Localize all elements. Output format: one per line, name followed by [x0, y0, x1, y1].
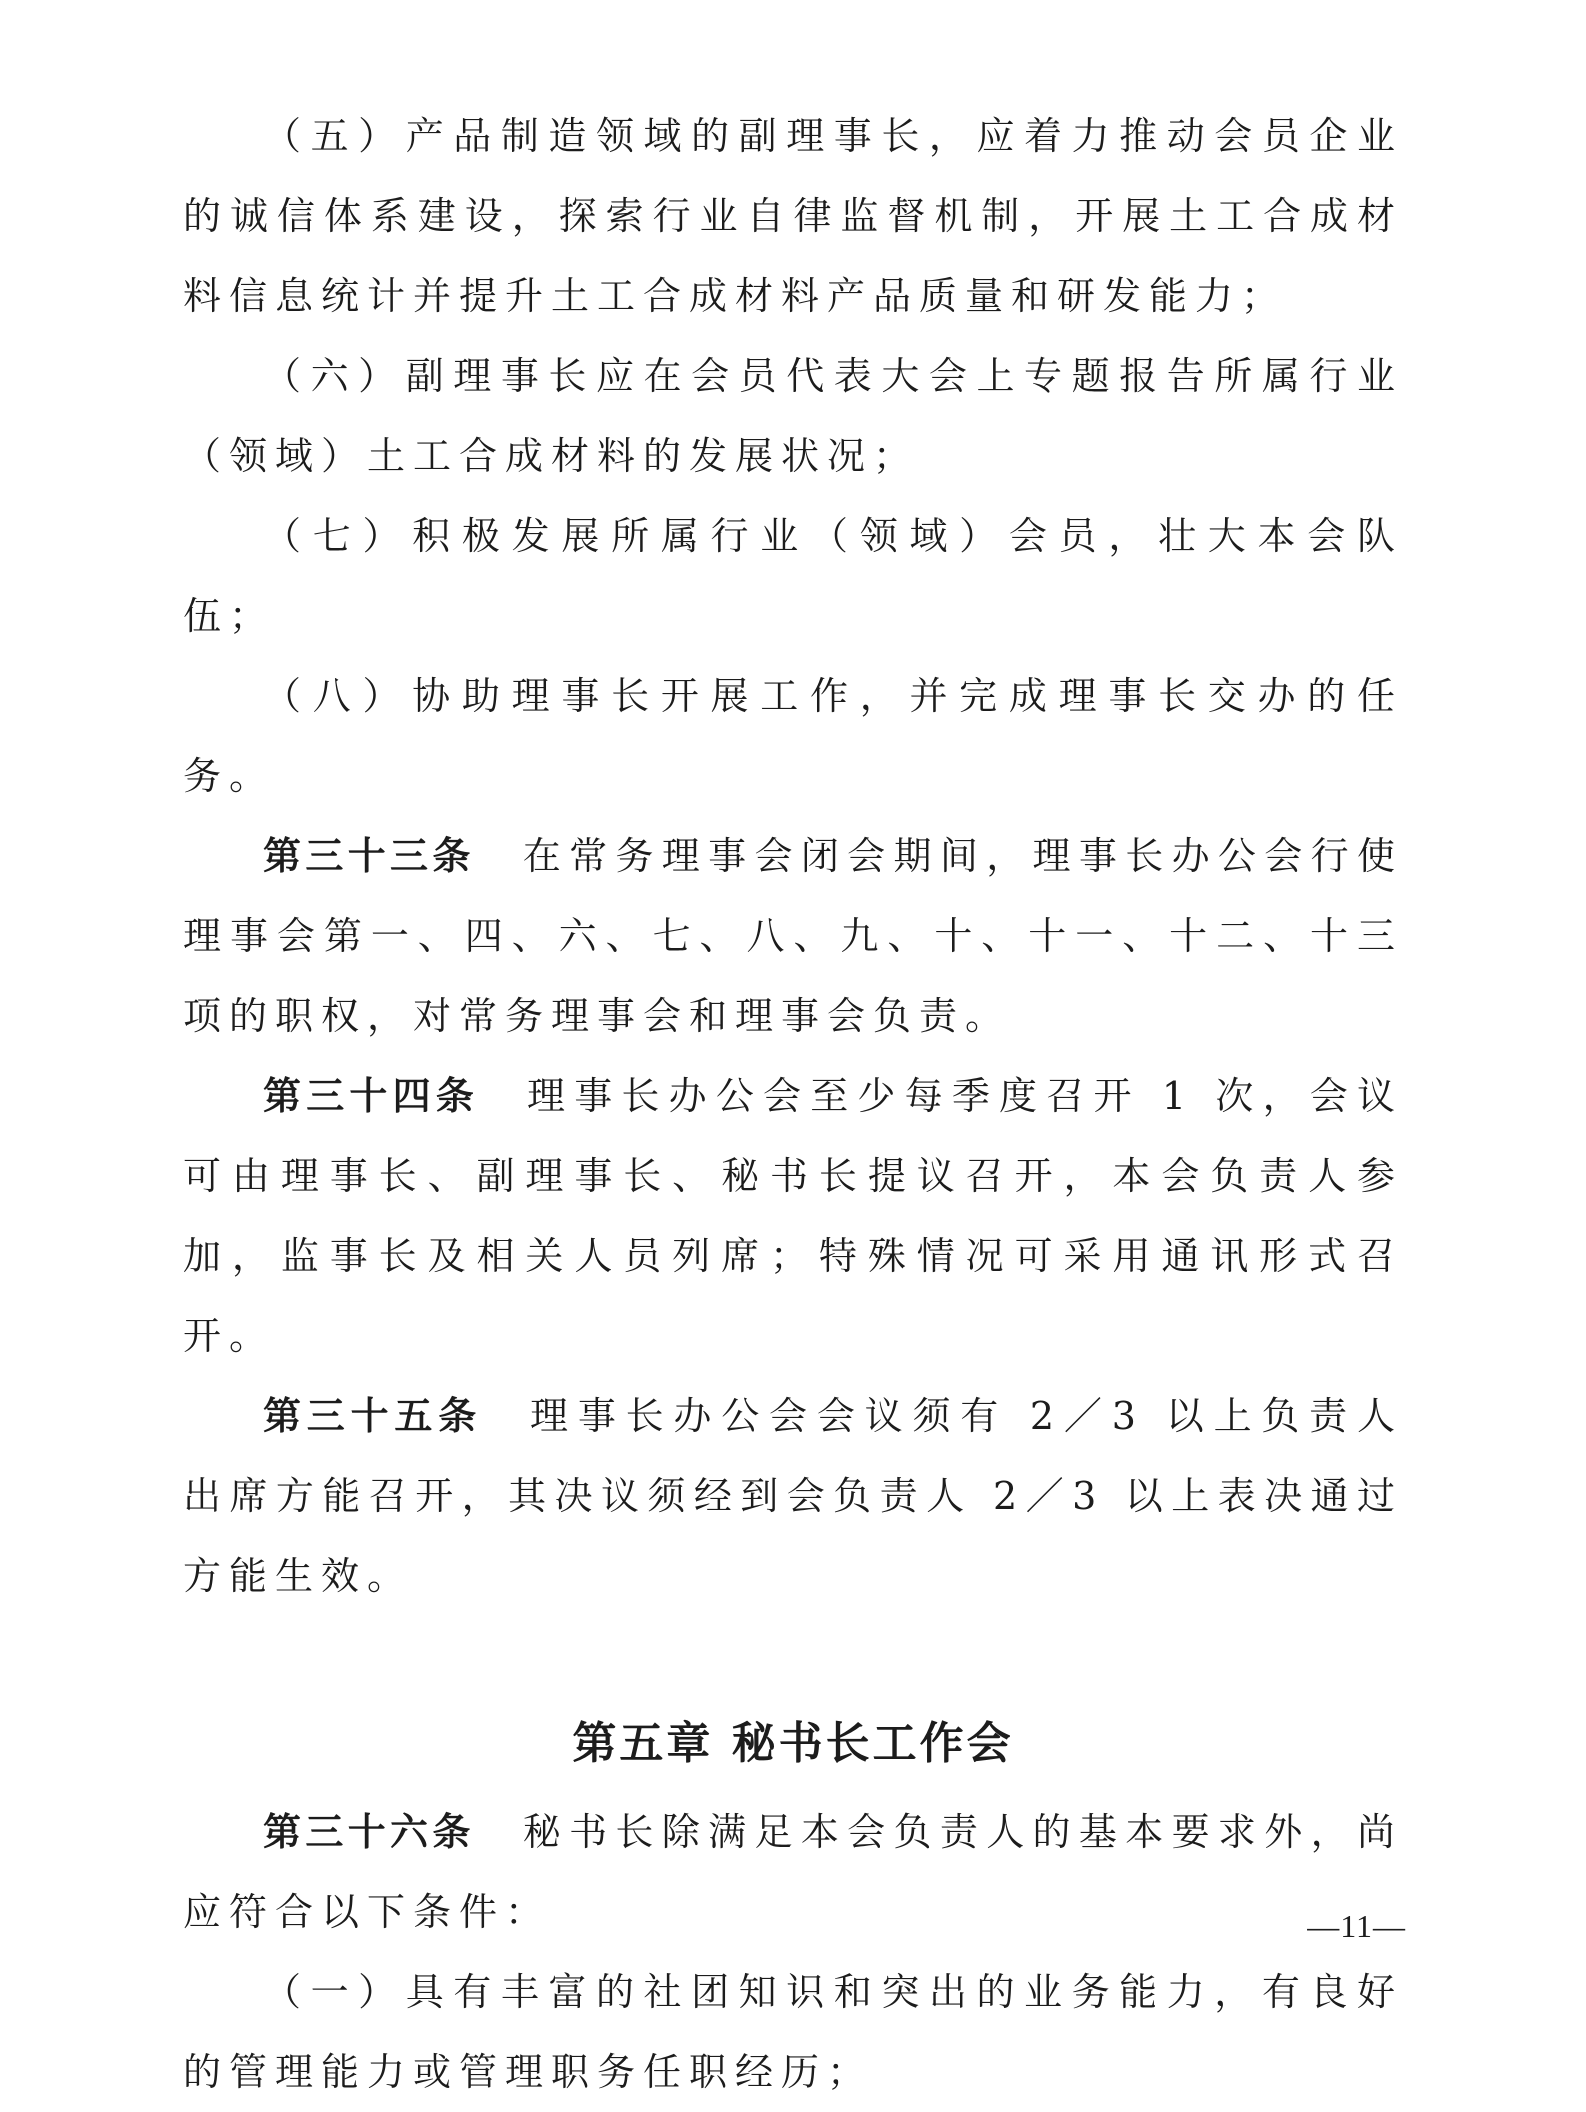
- article-33: [183, 816, 1403, 1056]
- paragraph-item-1: （一）具有丰富的社团知识和突出的业务能力，有良好的管理能力或管理职务任职经历；: [183, 1970, 1403, 2094]
- article-33-text: 在常务理事会闭会期间，理事长办公会行使理事会第一、四、六、七、八、九、十、十一、十二、十三项的职权，对常务理事会和理事会负责。: [183, 834, 1403, 1038]
- chapter-title: 第五章 秘书长工作会: [572, 1718, 1014, 1769]
- article-36: [183, 1792, 1403, 1952]
- paragraph-item-6: （六）副理事长应在会员代表大会上专题报告所属行业（领域）土工合成材料的发展状况；: [183, 354, 1403, 478]
- article-35: [183, 1376, 1403, 1616]
- article-36-number: 第三十六条: [263, 1810, 475, 1854]
- article-36-text: 秘书长除满足本会负责人的基本要求外，尚应符合以下条件：: [183, 1810, 1403, 1934]
- article-34-number: 第三十四条: [263, 1074, 480, 1118]
- page-number: —11—: [1307, 1908, 1406, 1944]
- article-35-number: 第三十五条: [263, 1394, 483, 1438]
- document-body: [183, 96, 1403, 2112]
- paragraph-item-7: （七）积极发展所属行业（领域）会员，壮大本会队伍；: [183, 514, 1403, 638]
- paragraph-item-5: （五）产品制造领域的副理事长，应着力推动会员企业的诚信体系建设，探索行业自律监督机制，开展土工合成材料信息统计并提升土工合成材料产品质量和研发能力；: [183, 114, 1403, 318]
- article-33-number: 第三十三条: [263, 834, 475, 878]
- article-35-text: 理事长办公会会议须有 2／3 以上负责人出席方能召开，其决议须经到会负责人 2／3 以上表决通过方能生效。: [183, 1394, 1403, 1598]
- paragraph-item-8: （八）协助理事长开展工作，并完成理事长交办的任务。: [183, 674, 1403, 798]
- article-34: [183, 1056, 1403, 1376]
- article-34-text: 理事长办公会至少每季度召开 1 次，会议可由理事长、副理事长、秘书长提议召开，本会负责人参加，监事长及相关人员列席；特殊情况可采用通讯形式召开。: [183, 1074, 1403, 1358]
